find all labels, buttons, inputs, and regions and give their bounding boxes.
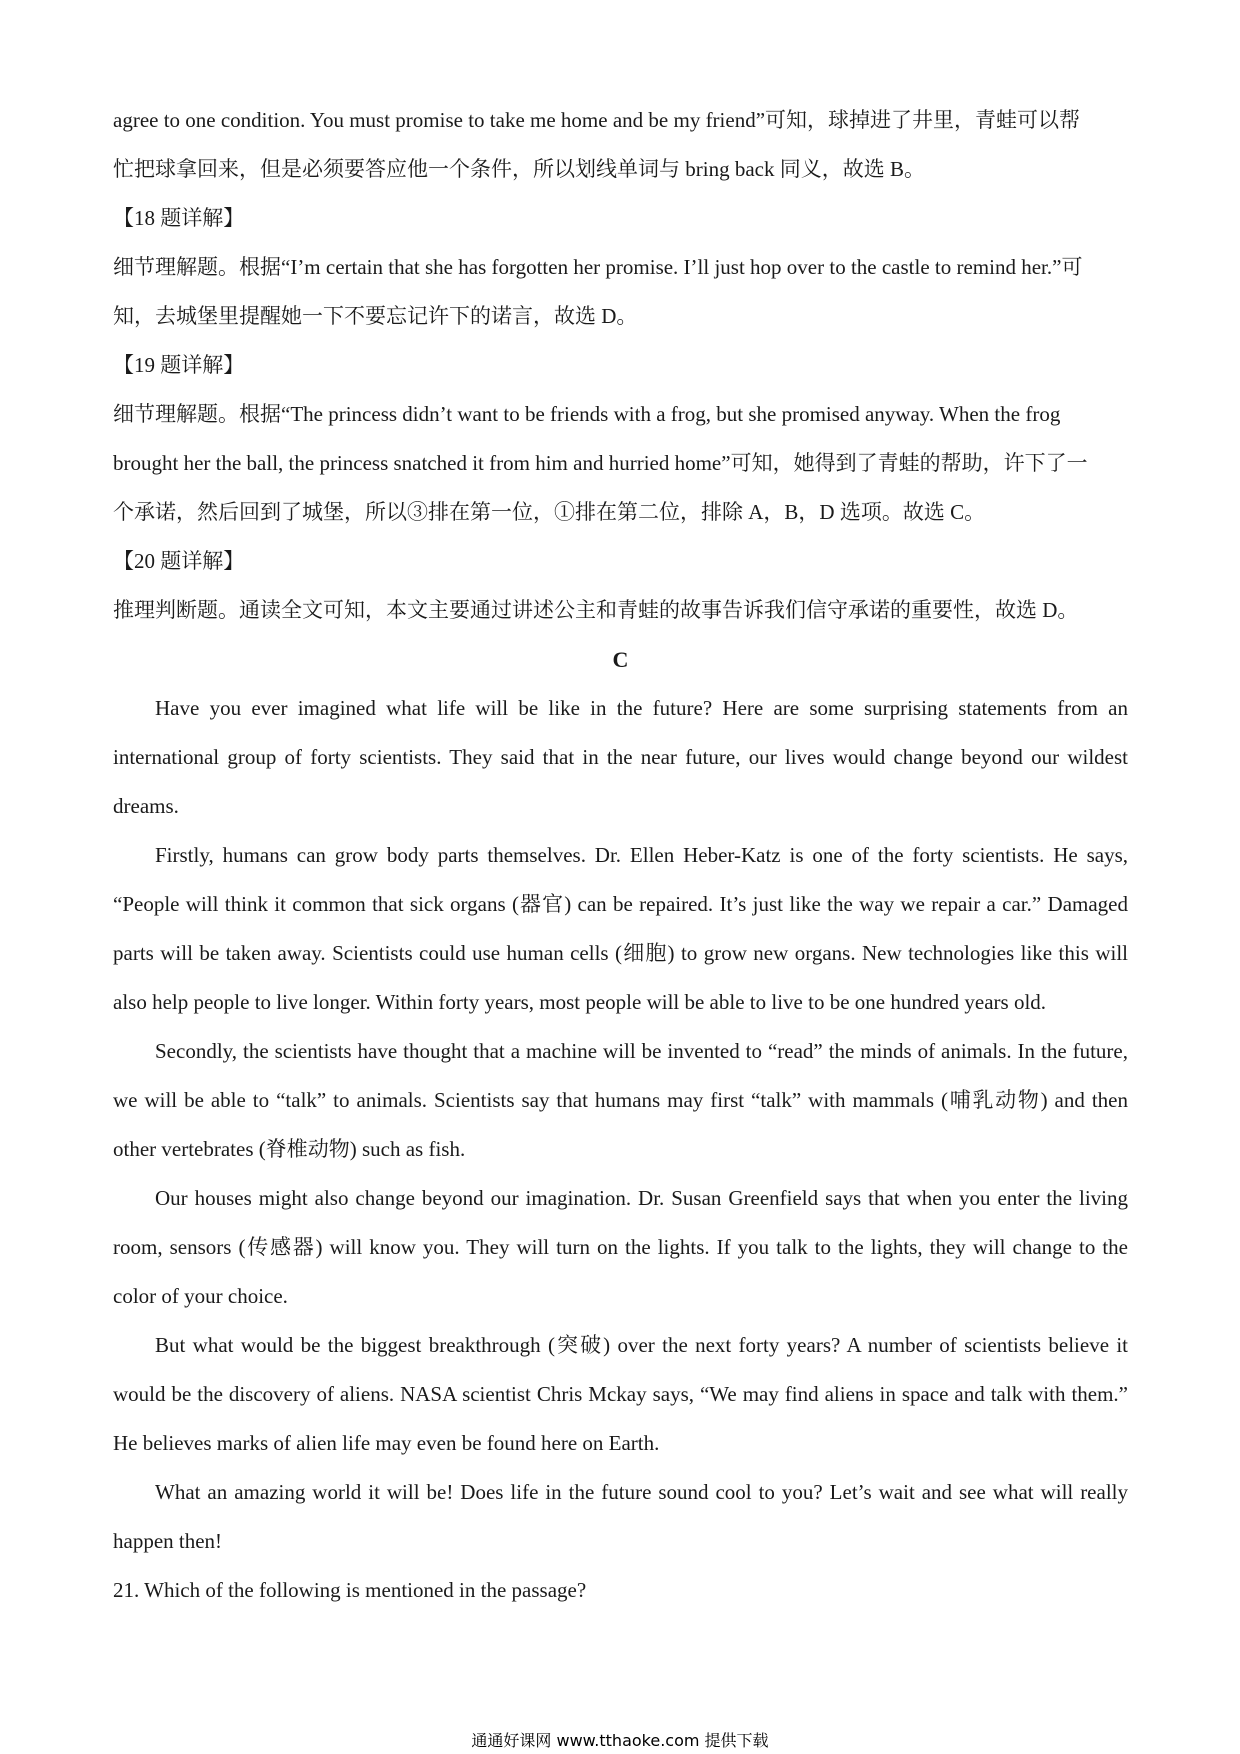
q17-explanation-continued (113, 96, 1128, 194)
text-line: agree to one condition. You must promise to take me home and be my friend”可知，球掉进了井里，青蛙可以帮 (113, 108, 1081, 132)
q19-heading: 【19 题详解】 (113, 353, 245, 377)
q19-explanation (113, 341, 1128, 537)
page-footer: 通通好课网 www.tthaoke.com 提供下载 (471, 1731, 769, 1750)
passage-paragraph: Firstly, humans can grow body parts themselves. Dr. Ellen Heber-Katz is one of the forty scientists. He says, “People will think it common that sick organs (器官) can be repaired. It’s just like the way we repair a car.” Damaged parts will be taken away. Scientists could use human cells (细胞) to grow new organs. New technologies like this will also help people to live longer. Within forty years, most people will be able to live to be one hundred years old. (113, 843, 1128, 1014)
text-line: 忙把球拿回来，但是必须要答应他一个条件，所以划线单词与 bring back 同义，故选 B。 (113, 157, 925, 181)
passage-title: C (612, 647, 629, 672)
q18-explanation (113, 194, 1128, 341)
q18-heading: 【18 题详解】 (113, 206, 245, 230)
text-line: 知，去城堡里提醒她一下不要忘记许下的诺言，故选 D。 (113, 304, 638, 328)
passage-paragraph: Our houses might also change beyond our imagination. Dr. Susan Greenfield says that when you enter the living room, sensors (传感器) will know you. They will turn on the lights. If you talk to the lights, they will change to the color of your choice. (113, 1186, 1128, 1308)
text-line: 推理判断题。通读全文可知，本文主要通过讲述公主和青蛙的故事告诉我们信守承诺的重要性，故选 D。 (113, 598, 1079, 622)
text-line: 细节理解题。根据“The princess didn’t want to be friends with a frog, but she promised anyway. When the frog (113, 402, 1061, 426)
passage-paragraph: Secondly, the scientists have thought that a machine will be invented to “read” the minds of animals. In the future, we will be able to “talk” to animals. Scientists say that humans may first “talk” with mammals (哺乳动物) and then other vertebrates (脊椎动物) such as fish. (113, 1039, 1128, 1161)
passage-paragraph: But what would be the biggest breakthrough (突破) over the next forty years? A number of scientists believe it would be the discovery of aliens. NASA scientist Chris Mckay says, “We may find aliens in space and talk with them.” He believes marks of alien life may even be found here on Earth. (113, 1333, 1128, 1455)
document-body (113, 96, 1128, 1615)
text-line: 细节理解题。根据“I’m certain that she has forgotten her promise. I’ll just hop over to the castle to remind her.”可 (113, 255, 1083, 279)
text-line: brought her the ball, the princess snatched it from him and hurried home”可知，她得到了青蛙的帮助，许下了一 (113, 451, 1088, 475)
q20-explanation (113, 537, 1128, 635)
passage-paragraph: Have you ever imagined what life will be like in the future? Here are some surprising statements from an international group of forty scientists. They said that in the near future, our lives would change beyond our wildest dreams. (113, 696, 1128, 818)
question-21: 21. Which of the following is mentioned in the passage? (113, 1578, 587, 1602)
passage-c (113, 635, 1128, 1615)
passage-paragraph: What an amazing world it will be! Does life in the future sound cool to you? Let’s wait and see what will really happen then! (113, 1480, 1128, 1553)
text-line: 个承诺，然后回到了城堡，所以③排在第一位，①排在第二位，排除 A，B，D 选项。故选 C。 (113, 500, 986, 524)
q20-heading: 【20 题详解】 (113, 549, 245, 573)
